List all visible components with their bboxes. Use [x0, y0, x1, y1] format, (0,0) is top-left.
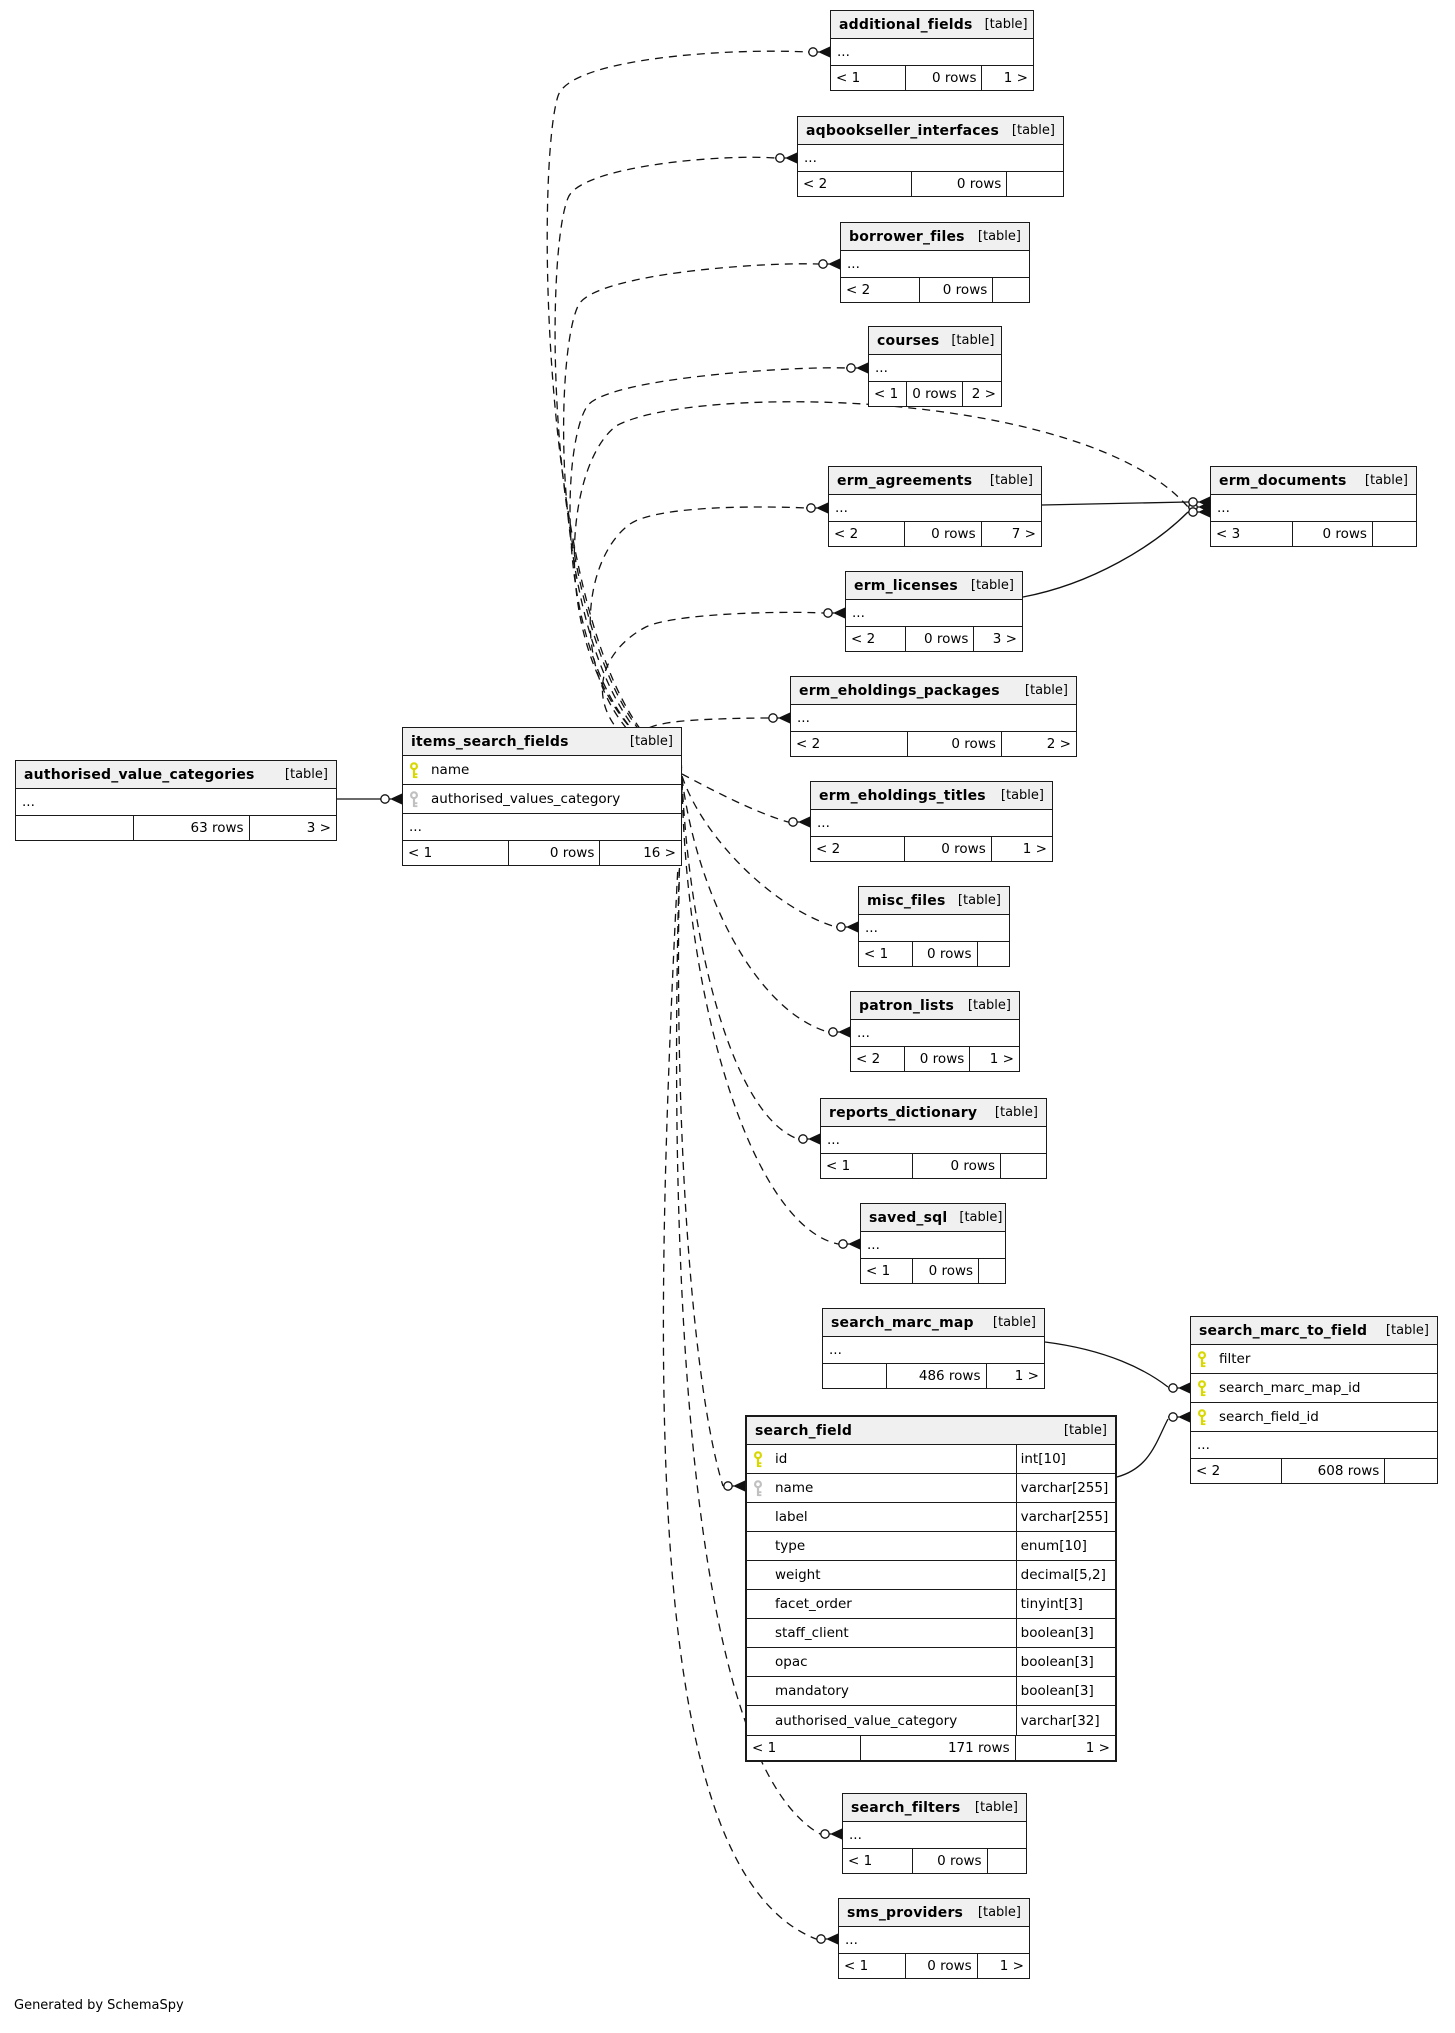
footer-rowcount: 0 rows: [913, 942, 978, 966]
ellipsis-row: ...: [835, 500, 848, 516]
table-name[interactable]: misc_files: [867, 892, 946, 909]
table-header[interactable]: [839, 1899, 1029, 1927]
table-items_search_fields[interactable]: [402, 727, 682, 866]
table-header[interactable]: [843, 1794, 1026, 1822]
footer-rowcount: 0 rows: [913, 1154, 1001, 1178]
footer-parents: < 2: [851, 1047, 905, 1071]
footer-children: [993, 278, 1029, 302]
footer-parents: < 2: [829, 522, 905, 546]
edge-items_search_fields-to-search_field: [678, 784, 723, 1486]
table-courses[interactable]: [868, 326, 1002, 407]
table-tag: [table]: [970, 578, 1014, 593]
footer-parents: < 1: [747, 1736, 861, 1760]
column-row-facet_order: [747, 1590, 1115, 1619]
table-erm_eholdings_titles[interactable]: [810, 781, 1053, 862]
zero-marker-icon: [1169, 1384, 1177, 1392]
footer-parents: < 2: [791, 732, 908, 756]
zero-marker-icon: [839, 1240, 847, 1248]
ellipsis-row: ...: [865, 920, 878, 936]
table-footer: [839, 1953, 1029, 1978]
table-footer: [1191, 1458, 1437, 1483]
edge-items_search_fields-to-aqbookseller_interfaces: [555, 157, 775, 767]
column-name: authorised_values_category: [431, 791, 621, 807]
footer-rowcount: 608 rows: [1282, 1459, 1385, 1483]
footer-parents: < 1: [861, 1259, 913, 1283]
ellipsis-row: ...: [1217, 500, 1230, 516]
table-footer: [861, 1258, 1005, 1283]
footer-rowcount: 486 rows: [887, 1364, 986, 1388]
table-tag: [table]: [984, 17, 1028, 32]
edge-erm_agreements-to-erm_documents: [1042, 502, 1188, 505]
crowfoot-arrow-icon: [785, 153, 797, 164]
crowfoot-arrow-icon: [838, 1027, 850, 1038]
column-name: authorised_value_category: [775, 1712, 958, 1729]
footer-rowcount: 171 rows: [861, 1736, 1016, 1760]
table-rows: [851, 1020, 1019, 1046]
column-row-id: [747, 1445, 1115, 1474]
table-rows: [811, 810, 1052, 836]
table-name[interactable]: saved_sql: [869, 1209, 948, 1226]
footer-rowcount: 63 rows: [134, 816, 249, 840]
table-tag: [table]: [974, 1800, 1018, 1815]
footer-rowcount: 0 rows: [913, 1259, 979, 1283]
column-type: decimal[5,2]: [1016, 1561, 1106, 1589]
table-rows: [829, 495, 1041, 521]
table-header[interactable]: [859, 887, 1009, 915]
footer-rowcount: 0 rows: [1293, 522, 1373, 546]
table-erm_eholdings_packages[interactable]: [790, 676, 1077, 757]
ellipsis-row: ...: [849, 1827, 862, 1843]
crowfoot-arrow-icon: [808, 1134, 820, 1145]
table-footer: [829, 521, 1041, 546]
table-tag: [table]: [977, 229, 1021, 244]
column-row-mandatory: [747, 1677, 1115, 1706]
footer-children: [1007, 172, 1063, 196]
crowfoot-arrow-icon: [816, 503, 828, 514]
table-footer: [811, 836, 1052, 861]
zero-marker-icon: [824, 609, 832, 617]
zero-marker-icon: [819, 260, 827, 268]
crowfoot-arrow-icon: [1178, 1383, 1190, 1394]
crowfoot-arrow-icon: [733, 1481, 745, 1492]
table-footer: [859, 941, 1009, 966]
footer-children: 2 >: [1046, 736, 1071, 752]
footer-children: 3 >: [992, 631, 1017, 647]
table-name[interactable]: erm_eholdings_titles: [819, 787, 986, 804]
footer-parents: < 1: [831, 66, 906, 90]
table-name[interactable]: search_marc_map: [831, 1314, 974, 1331]
table-erm_licenses[interactable]: [845, 571, 1023, 652]
table-tag: [table]: [989, 473, 1033, 488]
footer-children: [1373, 522, 1416, 546]
column-type: boolean[3]: [1016, 1648, 1094, 1676]
table-header[interactable]: [821, 1099, 1046, 1127]
zero-marker-icon: [807, 504, 815, 512]
table-tag: [table]: [977, 1905, 1021, 1920]
footer-rowcount: 0 rows: [905, 1047, 971, 1071]
table-rows: [821, 1127, 1046, 1153]
column-row-name: [403, 756, 681, 785]
zero-marker-icon: [1189, 498, 1197, 506]
table-rows: [747, 1445, 1115, 1735]
footer-children: 1 >: [1022, 841, 1047, 857]
table-saved_sql[interactable]: [860, 1203, 1006, 1284]
table-name[interactable]: patron_lists: [859, 997, 955, 1014]
table-rows: [1211, 495, 1416, 521]
footer-parents: < 1: [839, 1954, 906, 1978]
table-rows: [831, 39, 1033, 65]
table-header[interactable]: [403, 728, 681, 756]
ellipsis-row: ...: [797, 710, 810, 726]
ellipsis-row: ...: [827, 1132, 840, 1148]
index-key-icon: [753, 1480, 773, 1497]
table-header[interactable]: [1211, 467, 1416, 495]
ellipsis-row: ...: [837, 44, 850, 60]
ellipsis-row: ...: [857, 1025, 870, 1041]
table-name[interactable]: search_filters: [851, 1799, 961, 1816]
ellipsis-row: ...: [847, 256, 860, 272]
table-rows: [839, 1927, 1029, 1953]
table-search_marc_to_field[interactable]: [1190, 1316, 1438, 1484]
column-name: filter: [1219, 1351, 1251, 1367]
column-row-search_marc_map_id: [1191, 1374, 1437, 1403]
footer-children: 1 >: [1085, 1740, 1110, 1756]
column-row-authorised_values_category: [403, 785, 681, 814]
footer-rowcount: 0 rows: [905, 522, 981, 546]
ellipsis-row: ...: [852, 605, 865, 621]
column-name: opac: [775, 1654, 808, 1670]
ellipsis-row: ...: [817, 815, 830, 831]
table-aqbookseller_interfaces[interactable]: [797, 116, 1064, 197]
table-sms_providers[interactable]: [838, 1898, 1030, 1979]
footer-children: 1 >: [989, 1051, 1014, 1067]
crowfoot-arrow-icon: [826, 1934, 838, 1945]
table-rows: [791, 705, 1076, 731]
table-footer: [791, 731, 1076, 756]
table-footer: [831, 65, 1033, 90]
table-header[interactable]: [846, 572, 1022, 600]
column-row-filter: [1191, 1345, 1437, 1374]
footer-rowcount: 0 rows: [913, 1849, 988, 1873]
primary-key-icon: [1197, 1409, 1217, 1426]
edge-items_search_fields-to-erm_eholdings_titles: [682, 774, 788, 822]
column-name: search_marc_map_id: [1219, 1380, 1361, 1396]
table-name[interactable]: aqbookseller_interfaces: [806, 122, 999, 139]
footer-rowcount: 0 rows: [905, 837, 992, 861]
crowfoot-arrow-icon: [390, 794, 402, 805]
table-name[interactable]: items_search_fields: [411, 733, 569, 750]
crowfoot-arrow-icon: [830, 1829, 842, 1840]
crowfoot-arrow-icon: [828, 259, 840, 270]
table-patron_lists[interactable]: [850, 991, 1020, 1072]
zero-marker-icon: [809, 48, 817, 56]
table-rows: [823, 1337, 1044, 1363]
table-name[interactable]: courses: [877, 332, 940, 349]
edge-erm_licenses-to-erm_documents: [1023, 512, 1188, 597]
crowfoot-arrow-icon: [1178, 1412, 1190, 1423]
table-tag: [table]: [1024, 683, 1068, 698]
table-rows: [861, 1232, 1005, 1258]
table-tag: [table]: [1011, 123, 1055, 138]
footer-children: [1001, 1154, 1046, 1178]
table-name[interactable]: erm_agreements: [837, 472, 973, 489]
table-footer: [851, 1046, 1019, 1071]
table-header[interactable]: [791, 677, 1076, 705]
footer-rowcount: 0 rows: [907, 382, 962, 406]
table-name[interactable]: erm_documents: [1219, 472, 1347, 489]
table-footer: [846, 626, 1022, 651]
table-reports_dictionary[interactable]: [820, 1098, 1047, 1179]
table-tag: [table]: [1364, 473, 1408, 488]
footer-children: 16 >: [643, 845, 676, 861]
table-tag: [table]: [951, 333, 995, 348]
table-name[interactable]: reports_dictionary: [829, 1104, 978, 1121]
column-type: boolean[3]: [1016, 1677, 1094, 1705]
table-footer: [1211, 521, 1416, 546]
table-footer: [16, 815, 336, 840]
table-header[interactable]: [841, 223, 1029, 251]
footer-rowcount: 0 rows: [912, 172, 1007, 196]
table-tag: [table]: [1063, 1423, 1107, 1438]
ellipsis-row: ...: [845, 1932, 858, 1948]
table-erm_agreements[interactable]: [828, 466, 1042, 547]
zero-marker-icon: [381, 795, 389, 803]
table-tag: [table]: [957, 893, 1001, 908]
table-misc_files[interactable]: [858, 886, 1010, 967]
table-tag: [table]: [1385, 1323, 1429, 1338]
table-rows: [859, 915, 1009, 941]
ellipsis-row: ...: [409, 819, 422, 835]
table-footer: [821, 1153, 1046, 1178]
column-type: varchar[32]: [1016, 1706, 1100, 1735]
table-header[interactable]: [869, 327, 1001, 355]
table-rows: [841, 251, 1029, 277]
footer-parents: < 2: [846, 627, 906, 651]
table-header[interactable]: [811, 782, 1052, 810]
table-footer: [747, 1735, 1115, 1760]
table-rows: [843, 1822, 1026, 1848]
table-header[interactable]: [861, 1204, 1005, 1232]
footer-children: [988, 1849, 1026, 1873]
table-additional_fields[interactable]: [830, 10, 1034, 91]
crowfoot-arrow-icon: [798, 817, 810, 828]
table-tag: [table]: [629, 734, 673, 749]
footer-rowcount: 0 rows: [908, 732, 1002, 756]
index-key-icon: [409, 791, 429, 808]
zero-marker-icon: [724, 1482, 732, 1490]
column-name: search_field_id: [1219, 1409, 1319, 1425]
column-row-search_field_id: [1191, 1403, 1437, 1432]
column-row-opac: [747, 1648, 1115, 1677]
table-rows: [403, 756, 681, 840]
ellipsis-row: ...: [22, 794, 35, 810]
table-name[interactable]: borrower_files: [849, 228, 965, 245]
table-footer: [403, 840, 681, 865]
edge-search_field-to-search_marc_to_field: [1117, 1419, 1168, 1477]
table-header[interactable]: [851, 992, 1019, 1020]
column-name: name: [775, 1480, 814, 1496]
table-name[interactable]: search_field: [755, 1422, 853, 1439]
footer-parents: < 1: [403, 841, 509, 865]
zero-marker-icon: [769, 714, 777, 722]
table-footer: [798, 171, 1063, 196]
footer-children: 3 >: [306, 820, 331, 836]
table-footer: [823, 1363, 1044, 1388]
table-name[interactable]: search_marc_to_field: [1199, 1322, 1368, 1339]
footer-parents: [16, 816, 134, 840]
column-type: boolean[3]: [1016, 1619, 1094, 1647]
table-name[interactable]: erm_eholdings_packages: [799, 682, 1000, 699]
table-rows: [869, 355, 1001, 381]
footer-rowcount: 0 rows: [906, 1954, 978, 1978]
column-name: name: [431, 762, 470, 778]
footer-children: 1 >: [1003, 70, 1028, 86]
table-name[interactable]: sms_providers: [847, 1904, 964, 1921]
footer-parents: < 1: [859, 942, 913, 966]
footer-parents: < 3: [1211, 522, 1293, 546]
table-header[interactable]: [747, 1417, 1115, 1445]
column-type: varchar[255]: [1016, 1503, 1109, 1531]
column-type: varchar[255]: [1016, 1474, 1109, 1502]
column-name: id: [775, 1451, 788, 1467]
zero-marker-icon: [817, 1935, 825, 1943]
edge-items_search_fields-to-borrower_files: [564, 264, 818, 768]
table-footer: [869, 381, 1001, 406]
table-header[interactable]: [823, 1309, 1044, 1337]
table-name[interactable]: erm_licenses: [854, 577, 958, 594]
footer-parents: < 2: [841, 278, 920, 302]
footer-children: 1 >: [1014, 1368, 1039, 1384]
primary-key-icon: [409, 762, 429, 779]
crowfoot-arrow-icon: [848, 1239, 860, 1250]
footer-children: 7 >: [1011, 526, 1036, 542]
footer-parents: < 1: [869, 382, 907, 406]
table-tag: [table]: [284, 767, 328, 782]
zero-marker-icon: [847, 364, 855, 372]
table-header[interactable]: [831, 11, 1033, 39]
column-name: label: [775, 1509, 808, 1525]
table-tag: [table]: [967, 998, 1011, 1013]
crowfoot-arrow-icon: [856, 363, 868, 374]
zero-marker-icon: [799, 1135, 807, 1143]
footer-parents: < 1: [843, 1849, 913, 1873]
footer-rowcount: 0 rows: [906, 627, 975, 651]
footer-children: 1 >: [999, 1958, 1024, 1974]
column-row-name: [747, 1474, 1115, 1503]
table-tag: [table]: [994, 1105, 1038, 1120]
zero-marker-icon: [821, 1830, 829, 1838]
ellipsis-row: ...: [867, 1237, 880, 1253]
column-name: type: [775, 1538, 806, 1554]
footer-parents: < 2: [798, 172, 912, 196]
zero-marker-icon: [776, 154, 784, 162]
column-row-staff_client: [747, 1619, 1115, 1648]
primary-key-icon: [1197, 1351, 1217, 1368]
footer-parents: < 1: [821, 1154, 913, 1178]
table-rows: [1191, 1345, 1437, 1458]
footer-note: Generated by SchemaSpy: [14, 1998, 184, 2013]
zero-marker-icon: [1169, 1413, 1177, 1421]
table-rows: [798, 145, 1063, 171]
table-search_filters[interactable]: [842, 1793, 1027, 1874]
footer-children: 2 >: [971, 386, 996, 402]
footer-parents: < 2: [811, 837, 905, 861]
ellipsis-row: ...: [875, 360, 888, 376]
table-authorised_value_categories[interactable]: [15, 760, 337, 841]
column-row-weight: [747, 1561, 1115, 1590]
column-name: weight: [775, 1567, 821, 1583]
table-erm_documents[interactable]: [1210, 466, 1417, 547]
primary-key-icon: [753, 1451, 773, 1468]
table-search_field[interactable]: [745, 1415, 1117, 1762]
primary-key-icon: [1197, 1380, 1217, 1397]
ellipsis-row: ...: [804, 150, 817, 166]
footer-rowcount: 0 rows: [920, 278, 993, 302]
table-rows: [16, 789, 336, 815]
table-header[interactable]: [798, 117, 1063, 145]
edge-search_marc_map-to-search_marc_to_field: [1045, 1342, 1168, 1387]
table-header[interactable]: [1191, 1317, 1437, 1345]
table-rows: [846, 600, 1022, 626]
crowfoot-arrow-icon: [833, 608, 845, 619]
table-footer: [843, 1848, 1026, 1873]
footer-parents: < 2: [1191, 1459, 1282, 1483]
column-row-label: [747, 1503, 1115, 1532]
column-type: enum[10]: [1016, 1532, 1087, 1560]
table-header[interactable]: [16, 761, 336, 789]
column-name: mandatory: [775, 1683, 849, 1699]
zero-marker-icon: [789, 818, 797, 826]
footer-children: [979, 1259, 1005, 1283]
table-name[interactable]: additional_fields: [839, 16, 973, 33]
footer-rowcount: 0 rows: [906, 66, 983, 90]
footer-children: [978, 942, 1010, 966]
crowfoot-arrow-icon: [778, 713, 790, 724]
table-footer: [841, 277, 1029, 302]
zero-marker-icon: [829, 1028, 837, 1036]
footer-children: [1385, 1459, 1437, 1483]
table-search_marc_map[interactable]: [822, 1308, 1045, 1389]
column-name: facet_order: [775, 1596, 852, 1612]
table-tag: [table]: [959, 1210, 1003, 1225]
table-tag: [table]: [992, 1315, 1036, 1330]
crowfoot-arrow-icon: [818, 47, 830, 58]
column-type: int[10]: [1016, 1445, 1066, 1473]
ellipsis-row: ...: [829, 1342, 842, 1358]
edge-items_search_fields-to-reports_dictionary: [682, 780, 798, 1139]
footer-rowcount: 0 rows: [509, 841, 601, 865]
zero-marker-icon: [837, 923, 845, 931]
column-row-type: [747, 1532, 1115, 1561]
table-name[interactable]: authorised_value_categories: [24, 766, 255, 783]
column-row-authorised_value_category: [747, 1706, 1115, 1735]
table-borrower_files[interactable]: [840, 222, 1030, 303]
zero-marker-icon: [1189, 508, 1197, 516]
crowfoot-arrow-icon: [846, 922, 858, 933]
footer-parents: [823, 1364, 887, 1388]
ellipsis-row: ...: [1197, 1437, 1210, 1453]
table-tag: [table]: [1000, 788, 1044, 803]
column-type: tinyint[3]: [1016, 1590, 1083, 1618]
column-name: staff_client: [775, 1625, 849, 1641]
table-header[interactable]: [829, 467, 1041, 495]
